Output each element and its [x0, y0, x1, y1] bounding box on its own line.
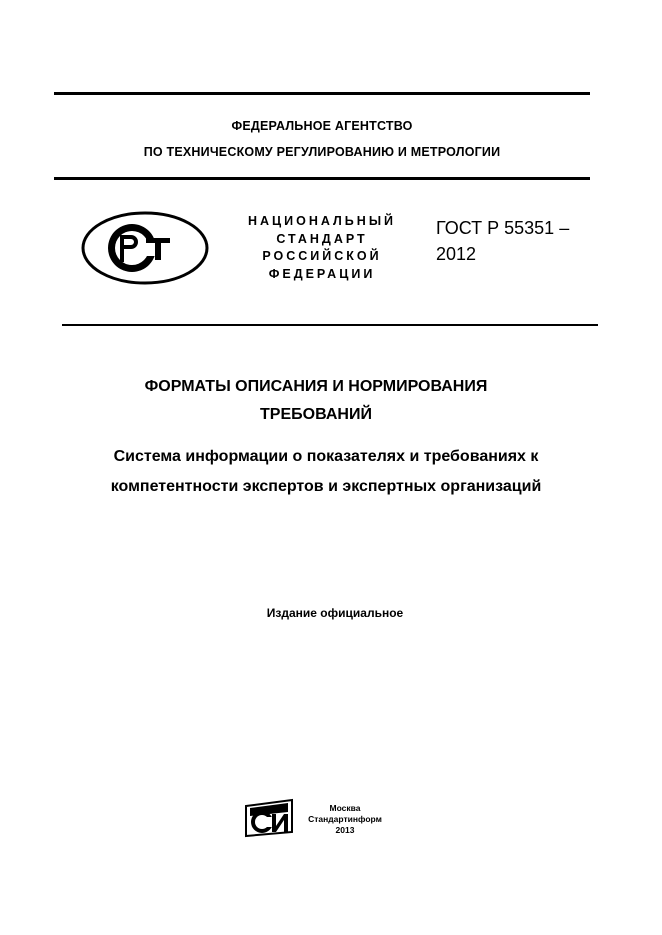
separator-rule [62, 324, 598, 326]
national-line-2: СТАНДАРТ [276, 232, 368, 246]
document-title-line-2: ТРЕБОВАНИЙ [260, 406, 372, 423]
national-line-3: РОССИЙСКОЙ [262, 249, 382, 263]
publisher-year: 2013 [335, 825, 355, 835]
national-line-1: НАЦИОНАЛЬНЫЙ [247, 214, 397, 228]
document-subtitle-line-2: компетентности экспертов и экспертных организаций [110, 478, 542, 495]
document-subtitle-line-1: Система информации о показателях и требованиях к [113, 448, 539, 465]
standard-code: ГОСТ Р 55351 – [436, 218, 570, 238]
publisher-name: Стандартинформ [308, 814, 382, 824]
rst-logo [80, 210, 210, 286]
agency-line-1: ФЕДЕРАЛЬНОЕ АГЕНТСТВО [231, 119, 413, 133]
edition-label: Издание официальное [266, 606, 404, 620]
publisher-city: Москва [329, 803, 361, 813]
header-bottom-rule [54, 177, 590, 180]
standard-year: 2012 [436, 244, 477, 264]
document-title-line-1: ФОРМАТЫ ОПИСАНИЯ И НОРМИРОВАНИЯ [144, 378, 488, 395]
national-line-4: ФЕДЕРАЦИИ [268, 267, 376, 281]
top-rule [54, 92, 590, 95]
agency-line-2: ПО ТЕХНИЧЕСКОМУ РЕГУЛИРОВАНИЮ И МЕТРОЛОГИИ [143, 145, 501, 159]
publisher-logo [244, 798, 296, 838]
